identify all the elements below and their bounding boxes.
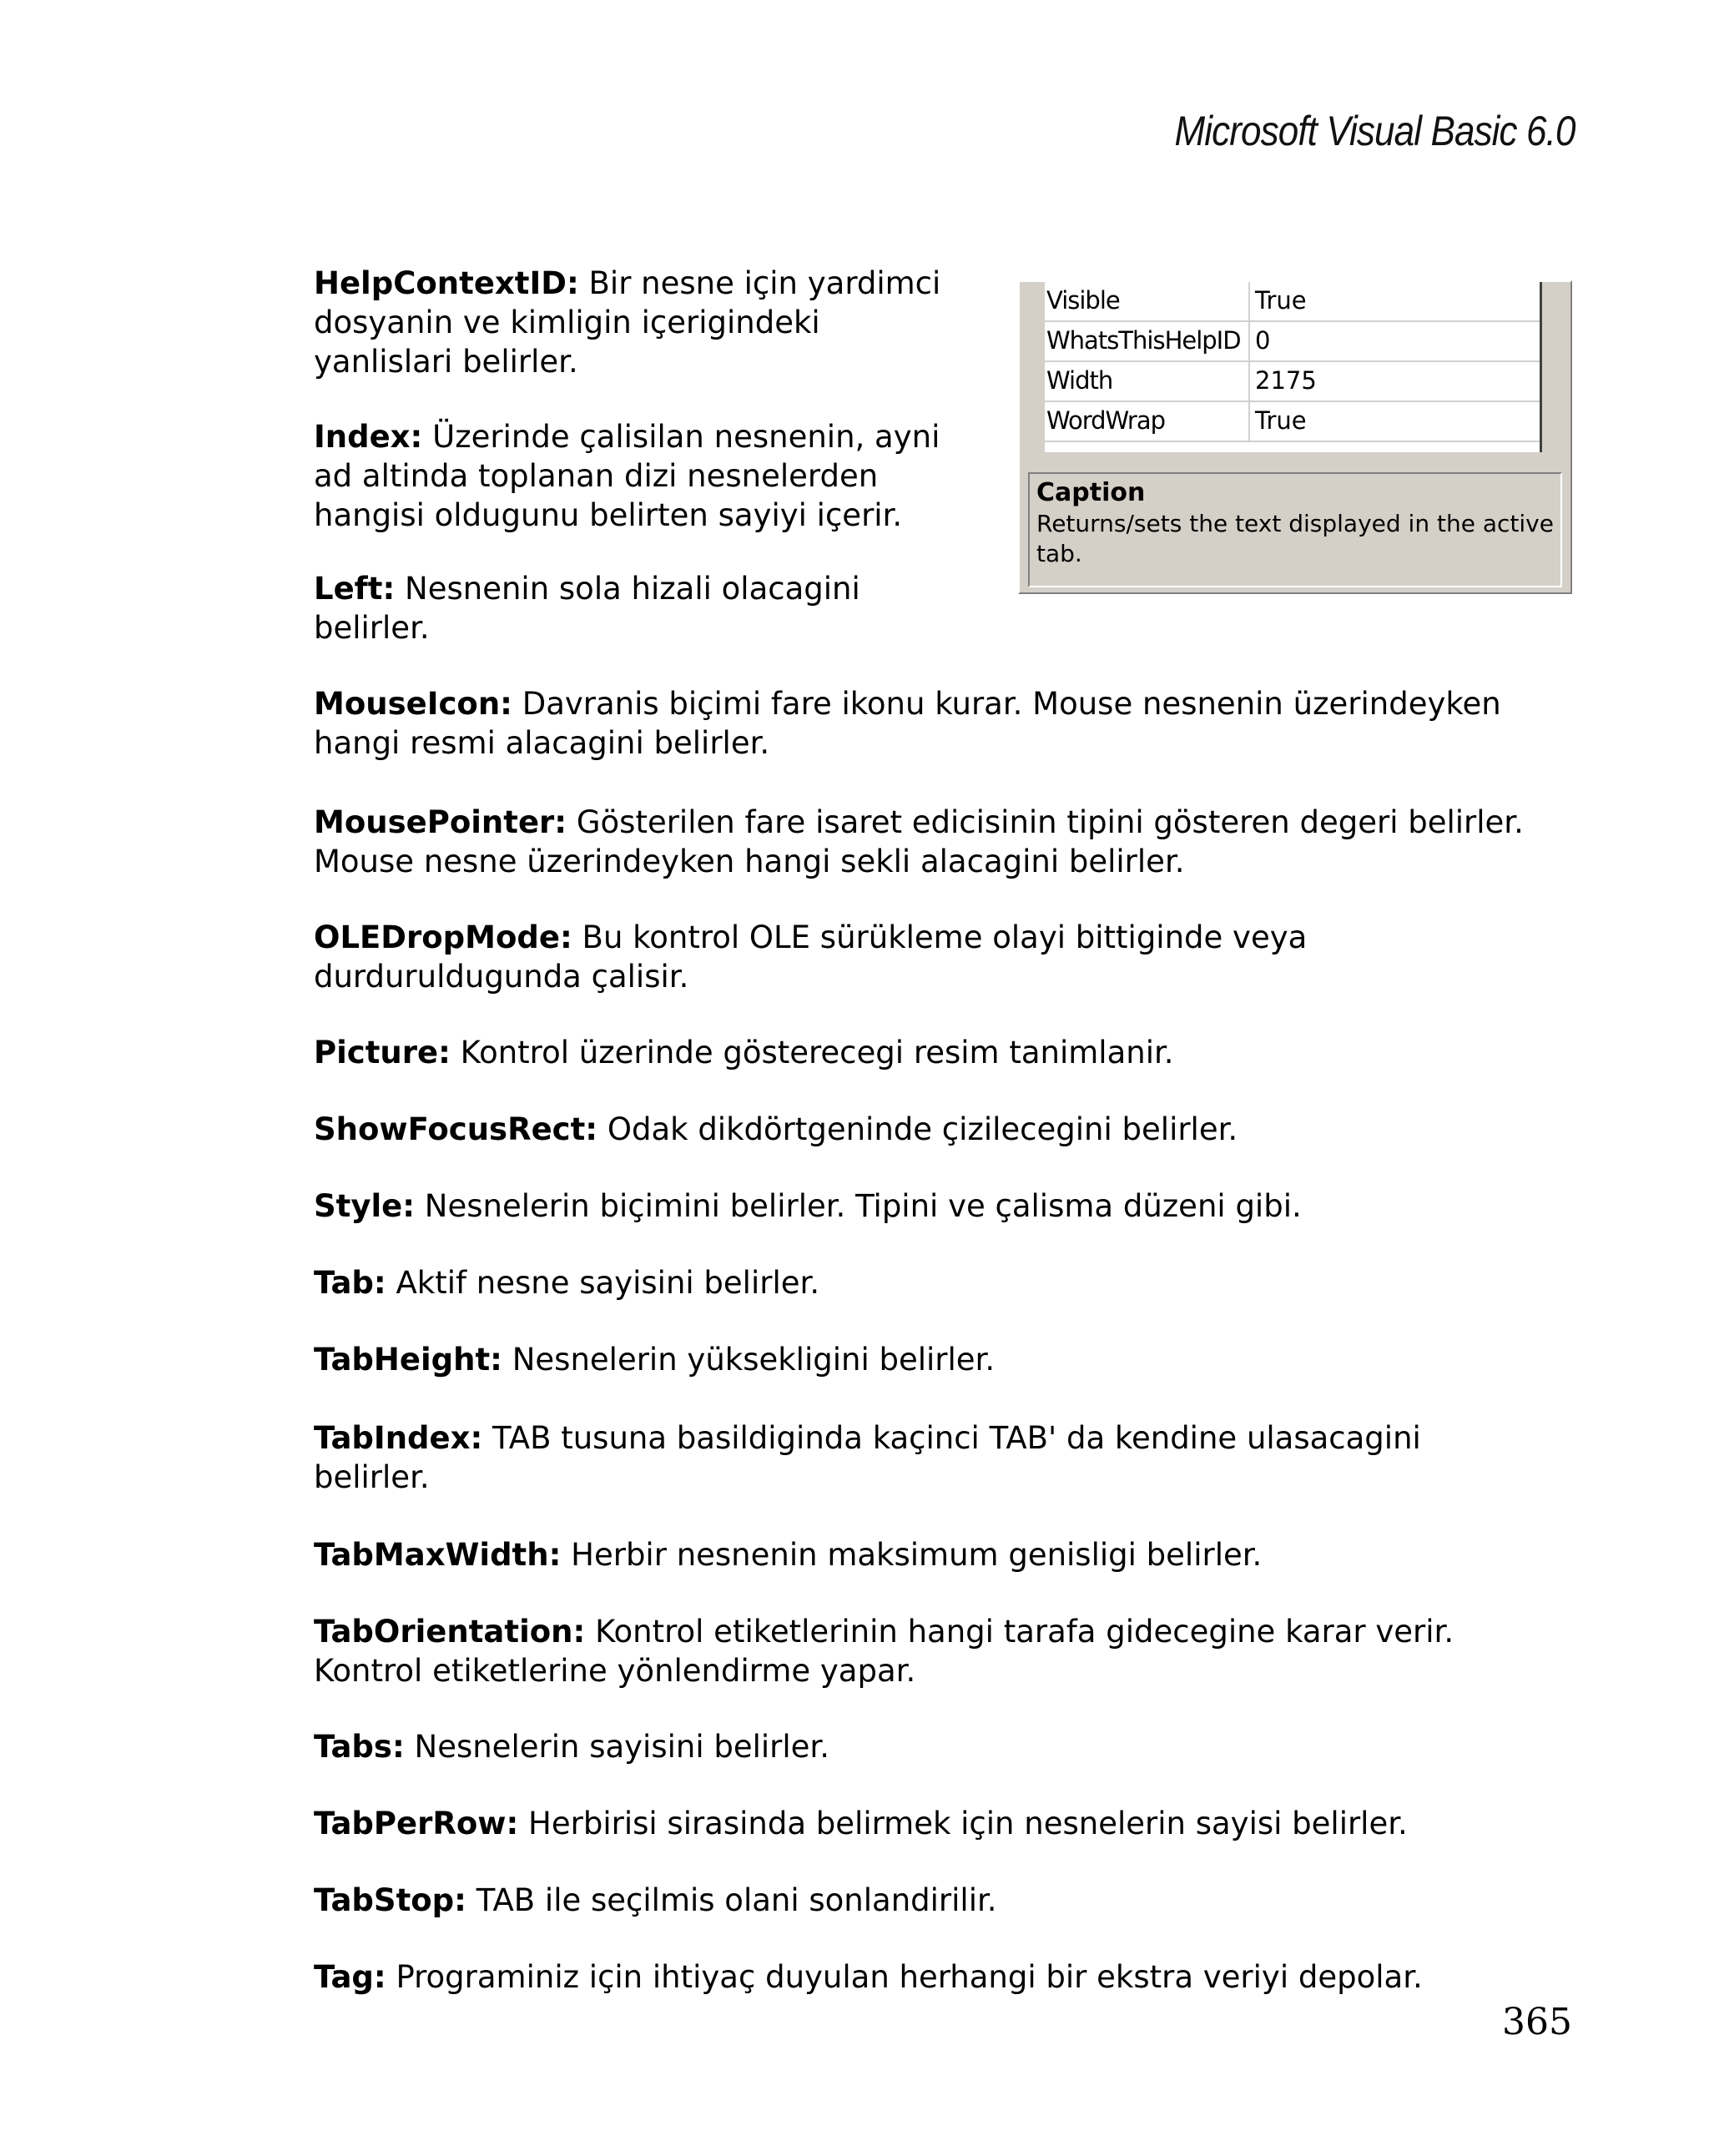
- definition-entry-index: [314, 417, 940, 535]
- definition-text: Bu kontrol OLE sürükleme olayi bittiginde veya durduruldugunda çalisir.: [314, 919, 1308, 995]
- property-name: Visible: [1045, 282, 1250, 320]
- property-name: Width: [1045, 362, 1250, 400]
- definition-term: TabHeight:: [314, 1342, 502, 1378]
- property-value: True: [1255, 286, 1307, 315]
- definition-entry-tag: [314, 1957, 1423, 1997]
- definition-term: TabStop:: [314, 1882, 466, 1918]
- property-row-visible: [1045, 282, 1540, 322]
- property-value: 2175: [1255, 366, 1317, 395]
- definition-term: TabPerRow:: [314, 1806, 519, 1841]
- definition-term: MouseIcon:: [314, 686, 512, 722]
- property-row-whatsthishelpid: [1045, 322, 1540, 362]
- definition-term: TabIndex:: [314, 1420, 483, 1456]
- definition-text: TAB ile seçilmis olani sonlandirilir.: [466, 1882, 997, 1918]
- definition-entry-helpcontextid: [314, 264, 940, 381]
- definition-term: Tabs:: [314, 1729, 405, 1765]
- definition-text: Kontrol üzerinde gösterecegi resim tanimlanir.: [450, 1035, 1174, 1070]
- definition-text: Aktif nesne sayisini belirler.: [386, 1265, 820, 1301]
- description-text: Returns/sets the text displayed in the active tab.: [1036, 510, 1554, 567]
- description-title: Caption: [1036, 478, 1146, 507]
- definition-text: Herbirisi sirasinda belirmek için nesnelerin sayisi belirler.: [518, 1806, 1408, 1841]
- definition-entry-mouseicon: [314, 684, 1501, 763]
- definition-text: Üzerinde çalisilan nesnenin, ayni ad altinda toplanan dizi nesnelerden hangisi oldugunu belirten sayiyi içerir.: [314, 419, 940, 533]
- definition-term: TabOrientation:: [314, 1614, 586, 1650]
- property-value: True: [1255, 406, 1307, 435]
- definition-text: Nesnelerin yüksekligini belirler.: [502, 1342, 996, 1378]
- definition-entry-tabheight: [314, 1340, 995, 1379]
- property-row-width: [1045, 362, 1540, 402]
- definition-text: Programiniz için ihtiyaç duyulan herhangi bir ekstra veriyi depolar.: [386, 1959, 1423, 1995]
- page-header-title: Microsoft Visual Basic 6.0: [1174, 108, 1575, 154]
- page-number: 365: [1502, 2001, 1572, 2043]
- definition-entry-oledropmode: [314, 918, 1307, 996]
- definition-text: Nesnelerin sayisini belirler.: [404, 1729, 830, 1765]
- property-description-pane: [1028, 472, 1562, 587]
- definition-entry-tabstop: [314, 1881, 997, 1920]
- definition-text: Nesnenin sola hizali olacagini belirler.: [314, 571, 860, 646]
- definition-entry-style: [314, 1186, 1302, 1226]
- definition-text: Gösterilen fare isaret edicisinin tipini gösteren degeri belirler. Mouse nesne üzerindeyken hangi sekli alacagini belirler.: [314, 804, 1524, 879]
- definition-entry-mousepointer: [314, 803, 1524, 881]
- property-name: WordWrap: [1045, 402, 1250, 441]
- definition-text: Bir nesne için yardimci dosyanin ve kimligin içerigindeki yanlislari belirler.: [314, 265, 941, 380]
- definition-text: Herbir nesnenin maksimum genisligi belirler.: [561, 1537, 1263, 1573]
- definition-text: Davranis biçimi fare ikonu kurar. Mouse nesnenin üzerindeyken hangi resmi alacagini belirler.: [314, 686, 1501, 761]
- definition-entry-tabindex: [314, 1418, 1421, 1497]
- definition-term: Left:: [314, 571, 396, 607]
- definition-entry-picture: [314, 1033, 1174, 1072]
- definition-term: HelpContextID:: [314, 265, 579, 301]
- definition-entry-taborientation: [314, 1612, 1454, 1690]
- definition-term: MousePointer:: [314, 804, 567, 840]
- definition-term: Tag:: [314, 1959, 386, 1995]
- definition-entry-tabmaxwidth: [314, 1535, 1262, 1574]
- property-grid: [1045, 282, 1542, 452]
- definition-entry-tabperrow: [314, 1804, 1408, 1843]
- property-row-wordwrap: [1045, 402, 1540, 442]
- definition-text: TAB tusuna basildiginda kaçinci TAB' da kendine ulasacagini belirler.: [314, 1420, 1421, 1495]
- definition-text: Odak dikdörtgeninde çizilecegini belirler.: [597, 1111, 1238, 1147]
- definition-term: OLEDropMode:: [314, 919, 572, 955]
- definition-term: ShowFocusRect:: [314, 1111, 598, 1147]
- definition-term: Index:: [314, 419, 423, 455]
- definition-term: Tab:: [314, 1265, 386, 1301]
- definition-text: Nesnelerin biçimini belirler. Tipini ve çalisma düzeni gibi.: [415, 1188, 1302, 1224]
- definition-entry-tabs: [314, 1727, 829, 1766]
- definition-entry-showfocusrect: [314, 1110, 1238, 1149]
- definition-text: Kontrol etiketlerinin hangi tarafa gidecegine karar verir. Kontrol etiketlerine yönlendirme yapar.: [314, 1614, 1454, 1689]
- definition-term: TabMaxWidth:: [314, 1537, 562, 1573]
- properties-window-screenshot: [1018, 280, 1572, 594]
- definition-entry-left: [314, 569, 860, 647]
- property-value: 0: [1255, 326, 1271, 355]
- definition-term: Picture:: [314, 1035, 451, 1070]
- property-name: WhatsThisHelpID: [1045, 322, 1250, 360]
- definition-term: Style:: [314, 1188, 416, 1224]
- definition-entry-tab: [314, 1263, 819, 1302]
